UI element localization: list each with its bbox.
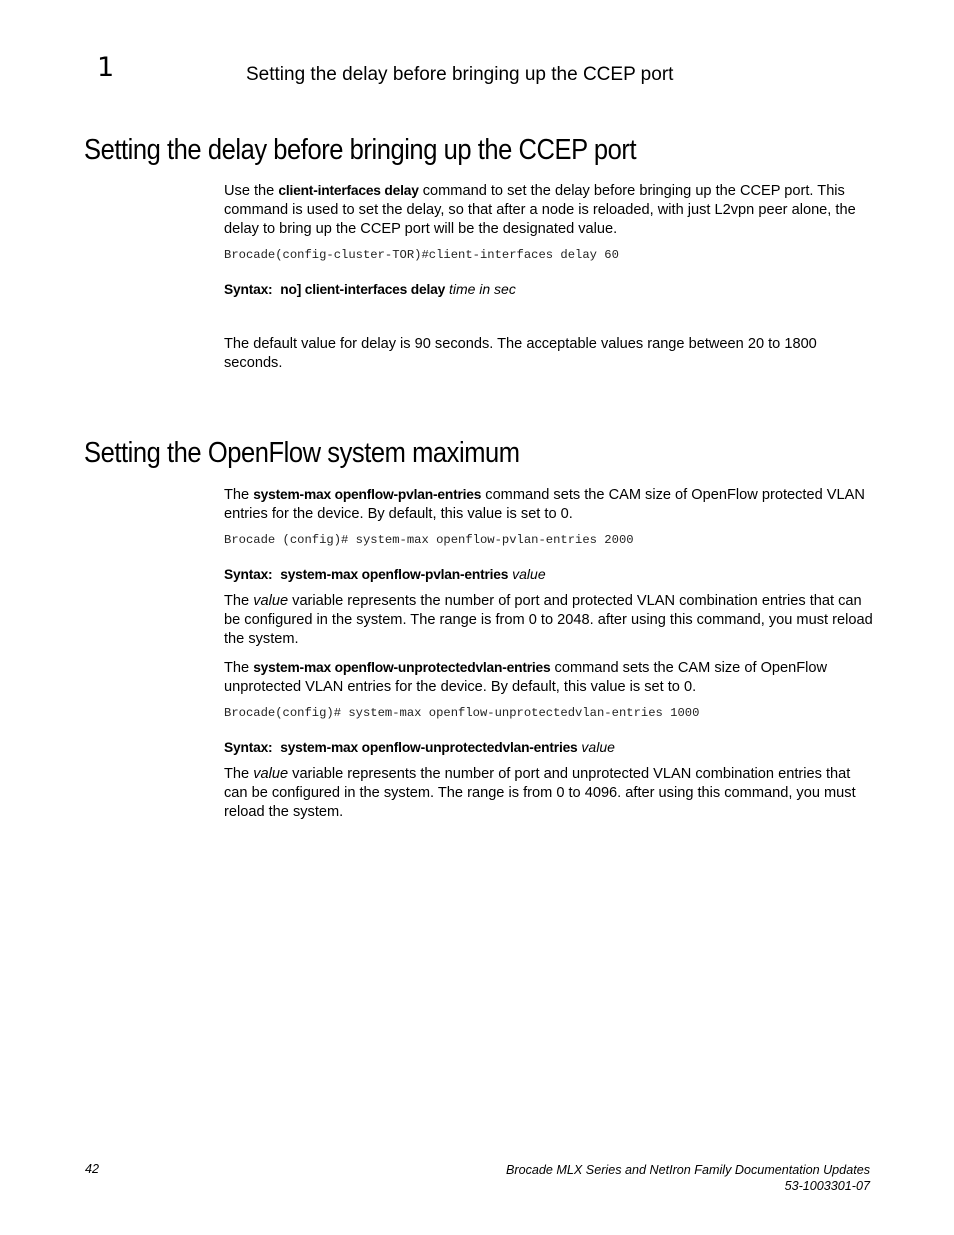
syntax-line — [224, 566, 546, 582]
variable-name: value — [253, 593, 289, 609]
footer-doc-info — [506, 1162, 870, 1194]
syntax-line — [224, 739, 615, 755]
command-name: system-max openflow-pvlan-entries — [253, 487, 482, 502]
code-example: Brocade(config-cluster-TOR)#client-interfaces delay 60 — [224, 248, 619, 262]
heading-text: Setting the delay before bringing up the CCEP port — [84, 134, 637, 166]
code-example: Brocade (config)# system-max openflow-pvlan-entries 2000 — [224, 533, 634, 547]
variable-name: value — [253, 766, 289, 782]
syntax-label: Syntax: — [224, 282, 273, 297]
paragraph-pvlan-intro — [224, 485, 874, 524]
syntax-label: Syntax: — [224, 740, 273, 755]
chapter-number: 1 — [97, 52, 115, 83]
text: command to set the delay before bringing up the CCEP port. This command is used to set the delay, so that after a node is reloaded, with just L2vpn peer alone, the delay to bring up the CCEP port will be the designated value. — [224, 183, 856, 237]
syntax-command: system-max openflow-pvlan-entries — [280, 567, 509, 582]
running-header: Setting the delay before bringing up the CCEP port — [246, 64, 674, 85]
text: Use the — [224, 183, 279, 199]
footer-doc-title: Brocade MLX Series and NetIron Family Documentation Updates — [506, 1163, 870, 1177]
text: The — [224, 593, 254, 609]
paragraph-unprotected-value — [224, 765, 874, 822]
footer-doc-number: 53-1003301-07 — [784, 1179, 870, 1193]
syntax-command: no] client-interfaces delay — [280, 282, 446, 297]
text: command sets the CAM size of OpenFlow protected VLAN entries for the device. By default, this value is set to 0. — [224, 487, 865, 522]
text: variable represents the number of port and protected VLAN combination entries that can be configured in the system. The range is from 0 to 2048. after using this command, you must reload the system. — [224, 593, 873, 647]
text: command sets the CAM size of OpenFlow unprotected VLAN entries for the device. By default, this value is set to 0. — [224, 660, 828, 695]
command-name: client-interfaces delay — [278, 183, 419, 198]
text: The — [224, 766, 254, 782]
syntax-argument: time in sec — [448, 281, 516, 297]
paragraph-ccep-intro — [224, 181, 874, 239]
text: The — [224, 487, 254, 503]
syntax-line — [224, 281, 516, 297]
heading-text: Setting the OpenFlow system maximum — [84, 437, 520, 469]
syntax-argument: value — [512, 566, 546, 582]
code-example: Brocade(config)# system-max openflow-unprotectedvlan-entries 1000 — [224, 706, 700, 720]
page-number: 42 — [85, 1162, 100, 1176]
text: variable represents the number of port and unprotected VLAN combination entries that can be configured in the system. The range is from 0 to 4096. after using this command, you must reload the system. — [224, 766, 856, 820]
paragraph-unprotected-intro — [224, 658, 874, 697]
section-heading-ccep — [84, 134, 711, 167]
section-heading-openflow — [84, 437, 579, 470]
paragraph-delay-default: The default value for delay is 90 seconds. The acceptable values range between 20 to 1800 seconds. — [224, 336, 817, 371]
syntax-command: system-max openflow-unprotectedvlan-entries — [280, 740, 578, 755]
syntax-label: Syntax: — [224, 567, 273, 582]
command-name: system-max openflow-unprotectedvlan-entries — [253, 660, 551, 675]
text: The — [224, 660, 254, 676]
syntax-argument: value — [581, 739, 615, 755]
paragraph-pvlan-value — [224, 592, 874, 649]
